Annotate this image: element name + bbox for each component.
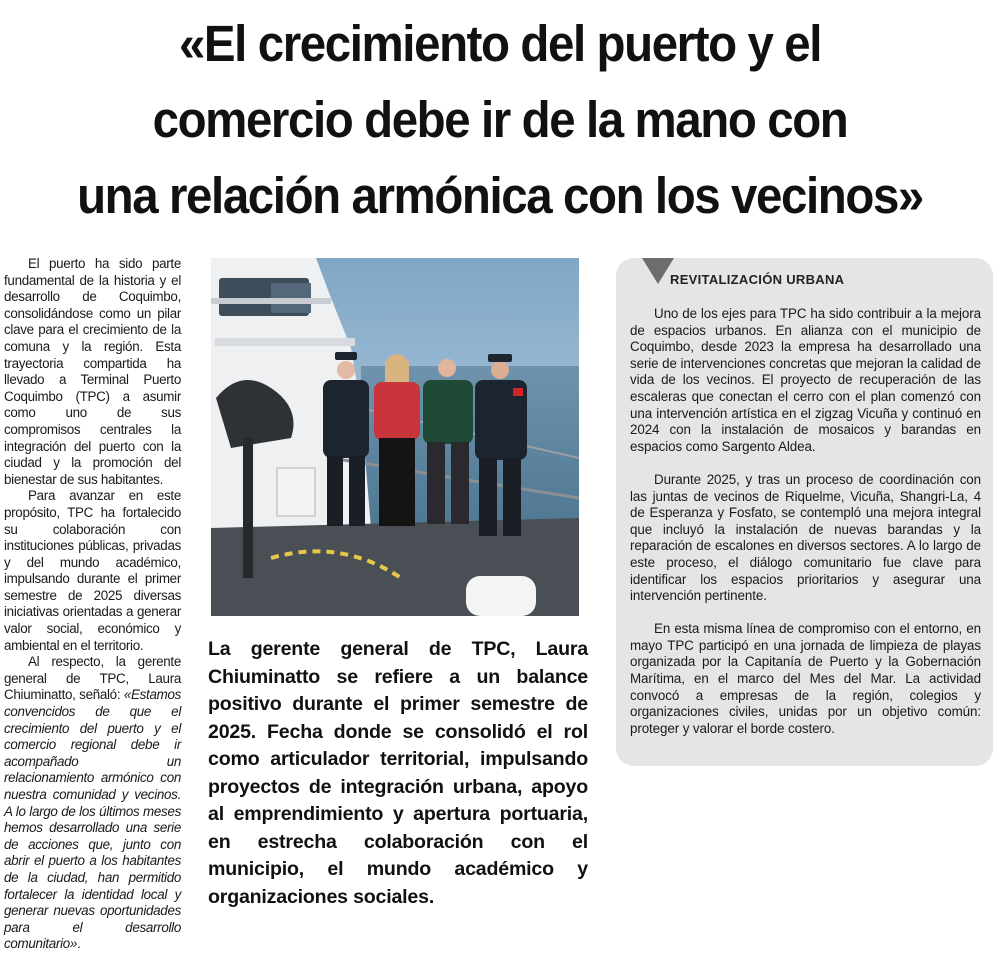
body-quote: «Estamos convencidos de que el crecimiento del puerto y el comercio regional debe ir acompañado un relacionamiento armónico con nuestra comunidad y vecinos. A lo largo de los últimos meses hemos desarrollado una serie de acciones que, junto con abrir el puerto a los habitantes de la ciudad, han permitido fortalecer la identidad local y generar nuevas oportunidades para el desarrollo comunitario» — [4, 687, 181, 952]
body-paragraph-2: Para avanzar en este propósito, TPC ha fortalecido su colaboración con instituciones públicas, privadas y del mundo académico, impulsando durante el primer semestre de 2025 diversas iniciativas orientadas a generar valor social, económico y ambiental en el territorio. — [4, 488, 181, 653]
body-paragraph-1: El puerto ha sido parte fundamental de la historia y el desarrollo de Coquimbo, consolidándose como un pilar clave para el crecimiento de la comuna y la región. Esta trayectoria compartida ha llevado a Terminal Puerto Coquimbo (TPC) a asumir como uno de sus compromisos centrales la integración del puerto con la ciudad y la promoción del bienestar de sus habitantes. — [4, 256, 181, 487]
headline-line-3: una relación armónica con los vecinos» — [77, 167, 923, 224]
sidebar-paragraph-3: En esta misma línea de compromiso con el entorno, en mayo TPC participó en una jornada de limpieza de playas organizada por la Capitanía de Puerto y la Gobernación Marítima, en el marco del Mes del Mar. La actividad convocó a empresas de la región, colegios y organizaciones civiles, unidas por un objetivo común: proteger y valorar el borde costero. — [630, 621, 981, 736]
body-column — [4, 256, 181, 953]
headline — [35, 6, 965, 234]
sidebar-box — [616, 258, 993, 766]
headline-line-2: comercio debe ir de la mano con — [152, 91, 848, 148]
sidebar-paragraph-1: Uno de los ejes para TPC ha sido contribuir a la mejora de espacios urbanos. En alianza con el municipio de Coquimbo, desde 2023 la empresa ha desarrollado una serie de intervenciones concretas que mejoran la calidad de vida de los vecinos. El proyecto de recuperación de las escaleras que conectan el cerro con el plan comenzó con una intervención artística en el zigzag Vicuña y continuó en 2024 con la instalación de mosaicos y barandas en espacios como Sargento Aldea. — [630, 306, 981, 454]
sidebar-text — [630, 306, 981, 754]
body-paragraph-3-end: . — [77, 936, 81, 952]
lead-paragraph: La gerente general de TPC, Laura Chiuminatto se refiere a un balance positivo durante el primer semestre de 2025. Fecha donde se consolidó el rol como articulador territorial, impulsando proyectos de integración urbana, apoyo al emprendimiento y apertura portuaria, en estrecha colaboración con el municipio, el mundo académico y organizaciones sociales. — [208, 638, 588, 908]
body-paragraph-3 — [4, 654, 181, 953]
sidebar-paragraph-2: Durante 2025, y tras un proceso de coordinación con las juntas de vecinos de Riquelme, Vicuña, Shangri-La, 4 de Esperanza y Fosfato, se contempló una mejora integral que incluyó la instalación de nuevas barandas y la reparación de escalones en diversos sectores. A lo largo de este proceso, el diálogo comunitario fue clave para identificar los espacios prioritarios y asegurar una intervención pertinente. — [630, 471, 981, 604]
article-photo — [211, 258, 579, 616]
body-paragraph-3-intro: Al respecto, la gerente general de TPC, Laura Chiuminatto, señaló: — [4, 654, 181, 703]
headline-line-1: «El crecimiento del puerto y el — [178, 15, 822, 72]
sidebar-title: REVITALIZACIÓN URBANA — [670, 272, 845, 287]
